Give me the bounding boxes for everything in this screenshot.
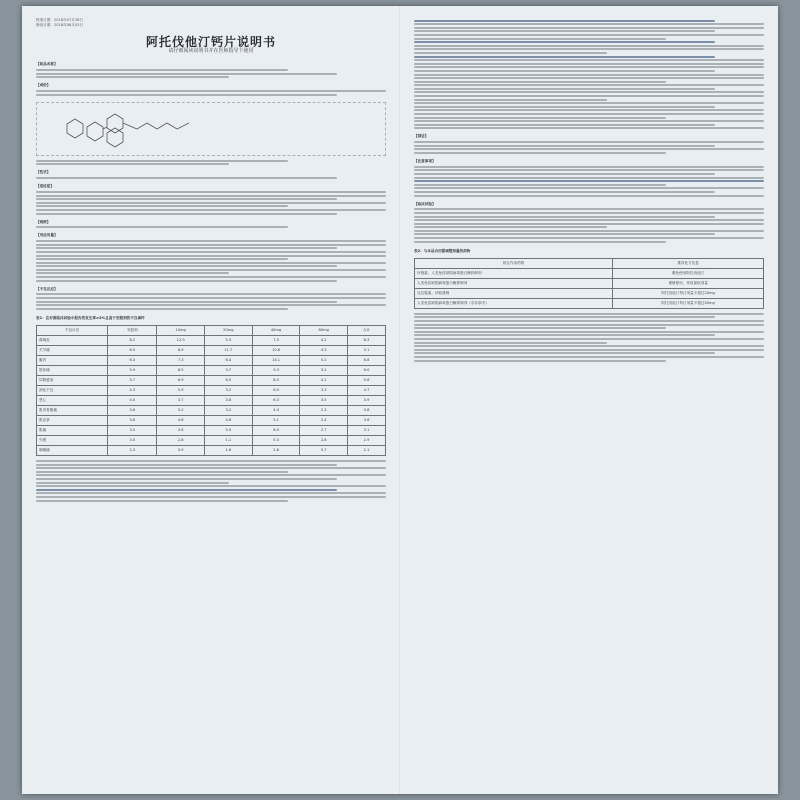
table2-cell: 环孢素，人类免疫缺陷病毒蛋白酶抑制剂 xyxy=(415,268,613,278)
table1-cell: 2.8 xyxy=(157,436,205,446)
table2-row xyxy=(415,288,764,298)
table1-cell: 2.9 xyxy=(348,436,386,446)
table2-cell: 谨慎使用，采用最低剂量 xyxy=(613,278,764,288)
table1-cell: 7.3 xyxy=(157,356,205,366)
table2-cell: 人类免疫缺陷病毒蛋白酶抑制剂 xyxy=(415,278,613,288)
table1-cell: 8.3 xyxy=(348,336,386,346)
table1-cell: 3.5 xyxy=(300,396,348,406)
table2-caption: 表2：与本品合用需调整剂量的药物 xyxy=(414,248,471,253)
table1-row xyxy=(37,386,386,396)
table1-caption: 表1：在对照临床试验中报告的发生率≥2%且高于安慰剂的不良事件 xyxy=(36,315,145,320)
table1-cell: 6.3 xyxy=(108,356,157,366)
structure-diagram xyxy=(57,109,207,149)
table1-header-cell: 不良反应 xyxy=(37,326,108,336)
table1-cell: 3.9 xyxy=(348,396,386,406)
table2-cell: 克拉霉素，伊曲康唑 xyxy=(415,288,613,298)
table1-row xyxy=(37,446,386,456)
table1-cell: 5.6 xyxy=(348,376,386,386)
table1-cell: 咽喉痛 xyxy=(37,446,108,456)
leaflet-page xyxy=(22,6,778,794)
table1-cell: 5.2 xyxy=(300,356,348,366)
section-specs: 【规格】 xyxy=(36,219,51,224)
table1-cell: 2.3 xyxy=(300,406,348,416)
document-subtitle: 请仔细阅读说明书并在医师指导下使用 xyxy=(168,48,254,55)
table1-cell: 6.4 xyxy=(205,356,253,366)
table1-cell: 2.4 xyxy=(300,416,348,426)
table1-cell: 3.2 xyxy=(205,386,253,396)
table1-cell: 6.0 xyxy=(252,386,300,396)
table2-cell: 阿托伐他汀每日剂量不超过40mg xyxy=(613,298,764,308)
table1-cell: 5.2 xyxy=(157,406,205,416)
section-ingredients: 【成份】 xyxy=(36,83,51,88)
table1-cell: 11.7 xyxy=(205,346,253,356)
table1-cell: 2.8 xyxy=(252,446,300,456)
table1-row xyxy=(37,356,386,366)
table1-cell: 6.8 xyxy=(348,356,386,366)
table1-cell: 2.1 xyxy=(348,446,386,456)
section-drug-name: 【药品名称】 xyxy=(36,62,58,67)
table1-cell: 关节痛 xyxy=(37,346,108,356)
table1-cell: 3.6 xyxy=(348,416,386,426)
table1-cell: 肌肉骨骼痛 xyxy=(37,406,108,416)
section-clinical: 【临床试验】 xyxy=(414,201,436,206)
table1-cell: 3.3 xyxy=(300,386,348,396)
table1-cell: 5.9 xyxy=(108,366,157,376)
table1-cell: 6.3 xyxy=(252,396,300,406)
table1-cell: 4.3 xyxy=(300,346,348,356)
table2-header-cell: 推荐处方信息 xyxy=(613,258,764,268)
table1-row xyxy=(37,436,386,446)
table1-cell: 8.2 xyxy=(108,336,157,346)
table1-row xyxy=(37,396,386,406)
table1-header-cell: 合计 xyxy=(348,326,386,336)
document-title: 阿托伐他汀钙片说明书 xyxy=(145,35,276,49)
table1-cell: 3.9 xyxy=(157,446,205,456)
table2-cell: 人类免疫缺陷病毒蛋白酶抑制剂（奈非那韦） xyxy=(415,298,613,308)
table1-cell: 4.1 xyxy=(300,376,348,386)
table2-cell: 避免使用阿托伐他汀 xyxy=(613,268,764,278)
table1-cell: 尿路感染 xyxy=(37,376,108,386)
table1-cell: 5.3 xyxy=(252,436,300,446)
section-properties: 【性状】 xyxy=(36,170,51,175)
table1-cell: 2.8 xyxy=(300,436,348,446)
table1-cell: 1.6 xyxy=(205,446,253,456)
table1-cell: 6.9 xyxy=(157,376,205,386)
table1-cell: 5.3 xyxy=(205,336,253,346)
table2-row xyxy=(415,298,764,308)
table1-cell: 3.2 xyxy=(205,406,253,416)
table1-row xyxy=(37,346,386,356)
table1-cell: 2.3 xyxy=(108,446,157,456)
table1-cell: 3.7 xyxy=(157,396,205,406)
table1-cell: 3.6 xyxy=(108,416,157,426)
table1-cell: 消化不良 xyxy=(37,386,108,396)
table1-header-cell: 80mg xyxy=(300,326,348,336)
table1-row xyxy=(37,406,386,416)
table1-header-cell: 安慰剂 xyxy=(108,326,157,336)
table1-cell: 4.4 xyxy=(252,406,300,416)
approval-date: 核准日期：2018年07月28日 xyxy=(36,18,84,22)
table1-cell: 12.9 xyxy=(157,336,205,346)
table1-cell: 4.2 xyxy=(300,336,348,346)
table1-row xyxy=(37,376,386,386)
table1-row xyxy=(37,426,386,436)
table1-cell: 4.0 xyxy=(108,396,157,406)
table1-cell: 6.5 xyxy=(108,346,157,356)
table1-cell: 3.5 xyxy=(108,426,157,436)
table1-cell: 5.9 xyxy=(157,386,205,396)
table1-cell: 7.0 xyxy=(252,336,300,346)
section-indications: 【适应症】 xyxy=(36,184,54,189)
table1-cell: 6.0 xyxy=(348,366,386,376)
table2-row xyxy=(415,268,764,278)
chemical-structure xyxy=(36,102,386,156)
table1-cell: 8.9 xyxy=(157,346,205,356)
drug-interaction-table xyxy=(414,258,764,309)
table1-cell: 3.8 xyxy=(205,396,253,406)
table1-cell: 14.1 xyxy=(252,356,300,366)
table1-cell: 9.3 xyxy=(252,366,300,376)
table1-cell: 5.9 xyxy=(205,426,253,436)
table1-cell: 鼻咽炎 xyxy=(37,336,108,346)
table2-row xyxy=(415,278,764,288)
table1-cell: 4.3 xyxy=(108,386,157,396)
section-precautions: 【注意事项】 xyxy=(414,158,436,163)
table1-cell: 失眠 xyxy=(37,436,108,446)
table1-row xyxy=(37,416,386,426)
table1-cell: 3.6 xyxy=(157,426,205,436)
table1-cell: 8.5 xyxy=(157,366,205,376)
table1-cell: 3.6 xyxy=(108,406,157,416)
page-fold xyxy=(399,6,401,794)
table1-cell: 3.1 xyxy=(300,366,348,376)
table1-cell: 肢体痛 xyxy=(37,366,108,376)
table2-cell: 阿托伐他汀每日剂量不超过20mg xyxy=(613,288,764,298)
table1-cell: 4.7 xyxy=(348,386,386,396)
table1-header-cell: 20mg xyxy=(205,326,253,336)
table1-cell: 10.6 xyxy=(252,346,300,356)
table1-cell: 肌痉挛 xyxy=(37,416,108,426)
table1-cell: 5.1 xyxy=(348,346,386,356)
table1-cell: 8.4 xyxy=(252,426,300,436)
table1-cell: 6.5 xyxy=(205,376,253,386)
section-adverse: 【不良反应】 xyxy=(36,286,58,291)
table1-cell: 肌痛 xyxy=(37,426,108,436)
adverse-events-table xyxy=(36,325,386,456)
table1-cell: 恶心 xyxy=(37,396,108,406)
section-contraindications: 【禁忌】 xyxy=(414,134,429,139)
table1-cell: 5.1 xyxy=(252,416,300,426)
table1-cell: 3.8 xyxy=(348,406,386,416)
table1-header-cell: 40mg xyxy=(252,326,300,336)
section-dosage: 【用法用量】 xyxy=(36,233,58,238)
table1-cell: 3.1 xyxy=(348,426,386,436)
table1-cell: 3.7 xyxy=(205,366,253,376)
table2-header-cell: 相互作用药物 xyxy=(415,258,613,268)
table1-row xyxy=(37,366,386,376)
left-column xyxy=(36,18,386,503)
table1-header-cell: 10mg xyxy=(157,326,205,336)
revision-date: 修改日期：2018年08月03日 xyxy=(36,23,84,27)
table1-cell: 1.1 xyxy=(205,436,253,446)
table1-row xyxy=(37,336,386,346)
table1-cell: 腹泻 xyxy=(37,356,108,366)
table1-cell: 4.6 xyxy=(157,416,205,426)
table1-cell: 8.0 xyxy=(252,376,300,386)
table1-cell: 0.7 xyxy=(300,446,348,456)
table1-cell: 2.7 xyxy=(300,426,348,436)
table1-cell: 4.8 xyxy=(205,416,253,426)
table1-cell: 5.7 xyxy=(108,376,157,386)
table1-cell: 3.0 xyxy=(108,436,157,446)
right-column xyxy=(414,18,764,363)
